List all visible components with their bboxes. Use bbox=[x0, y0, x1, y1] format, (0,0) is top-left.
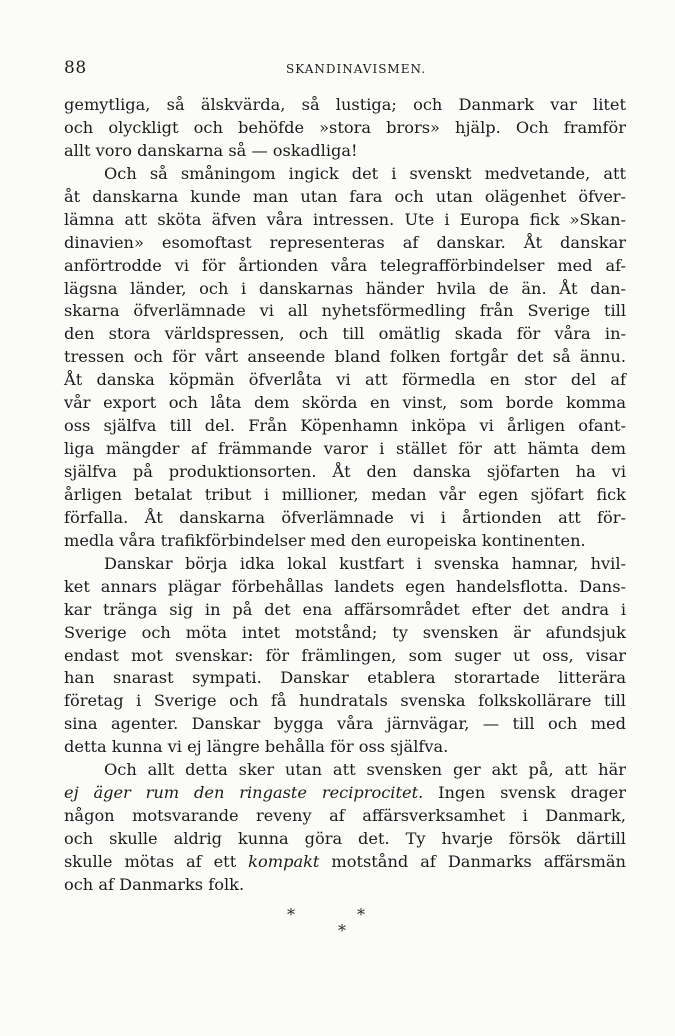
text-segment: gemytliga, så älskvärda, så lustiga; och Danmark var litet bbox=[64, 95, 626, 114]
asterism-right: * bbox=[357, 905, 365, 924]
text-line bbox=[64, 94, 626, 117]
text-line bbox=[64, 323, 626, 346]
text-line bbox=[64, 278, 626, 301]
text-line bbox=[64, 232, 626, 255]
text-line bbox=[64, 782, 626, 805]
text-segment: företag i Sverige och få hundratals svenska folkskollärare till bbox=[64, 691, 626, 711]
text-segment: tressen och för vårt anseende bland folken fortgår det så ännu. bbox=[64, 347, 626, 367]
text-line bbox=[64, 255, 626, 278]
page-header bbox=[64, 58, 626, 80]
text-segment: skarna öfverlämnade vi all nyhetsförmedling från Sverige till bbox=[64, 301, 626, 321]
text-line bbox=[64, 805, 626, 828]
text-line bbox=[64, 415, 626, 438]
text-segment: endast mot svenskar: för främlingen, som suger ut oss, visar bbox=[64, 645, 626, 665]
text-segment: och af Danmarks folk. bbox=[64, 874, 245, 894]
text-line bbox=[64, 553, 626, 576]
text-segment: medla våra trafikförbindelser med den europeiska kontinenten. bbox=[64, 530, 586, 550]
text-segment: detta kunna vi ej längre behålla för oss själfva. bbox=[64, 737, 449, 757]
text-line bbox=[64, 186, 626, 209]
text-segment: han snarast sympati. Danskar etablera storartade litterära bbox=[64, 668, 626, 688]
text-segment: lägsna länder, och i danskarnas händer hvila de än. Åt dan- bbox=[64, 278, 626, 298]
text-segment: och olyckligt och behöfde »stora brors» hjälp. Och framför bbox=[64, 117, 626, 137]
body-text bbox=[64, 94, 626, 897]
text-line bbox=[64, 117, 626, 140]
text-line bbox=[64, 484, 626, 507]
text-line bbox=[64, 667, 626, 690]
text-segment: Ingen svensk drager bbox=[423, 783, 626, 803]
text-line bbox=[64, 713, 626, 736]
text-line bbox=[64, 874, 626, 897]
text-segment: liga mängder af främmande varor i stället för att hämta dem bbox=[64, 439, 626, 459]
running-head: SKANDINAVISMEN. bbox=[286, 62, 427, 76]
text-line bbox=[64, 690, 626, 713]
asterism-left: * bbox=[287, 905, 295, 924]
text-segment: oss själfva till del. Från Köpenhamn inköpa vi årligen ofant- bbox=[64, 416, 626, 436]
text-segment: anförtrodde vi för årtionden våra telegrafförbindelser med af- bbox=[64, 255, 626, 275]
page-number: 88 bbox=[64, 58, 87, 78]
text-line bbox=[64, 300, 626, 323]
text-line bbox=[64, 163, 626, 186]
text-line bbox=[64, 346, 626, 369]
text-line bbox=[64, 461, 626, 484]
text-segment: Sverige och möta intet motstånd; ty svensken är afundsjuk bbox=[64, 622, 626, 642]
text-segment: själfva på produktionsorten. Åt den danska sjöfarten ha vi bbox=[64, 462, 626, 481]
text-segment: ket annars plägar förbehållas landets egen handelsflotta. Dans- bbox=[64, 576, 626, 596]
text-line bbox=[64, 438, 626, 461]
text-line bbox=[64, 622, 626, 645]
text-segment: Och allt detta sker utan att svensken ger akt på, att här bbox=[104, 760, 626, 780]
text-segment: Och så småningom ingick det i svenskt medvetande, att bbox=[104, 163, 626, 183]
text-line bbox=[64, 392, 626, 415]
text-segment: förfalla. Åt danskarna öfverlämnade vi i årtionden att för- bbox=[64, 507, 626, 527]
text-line bbox=[64, 736, 626, 759]
text-segment: allt voro danskarna så — oskadliga! bbox=[64, 140, 358, 160]
text-line bbox=[64, 369, 626, 392]
text-segment: vår export och låta dem skörda en vinst, som borde komma bbox=[64, 393, 626, 413]
text-segment: Danskar börja idka lokal kustfart i svenska hamnar, hvil- bbox=[104, 553, 626, 573]
text-line bbox=[64, 759, 626, 782]
asterism-bottom: * bbox=[338, 921, 346, 940]
text-line bbox=[64, 851, 626, 874]
text-segment: årligen betalat tribut i millioner, medan vår egen sjöfart fick bbox=[64, 484, 626, 504]
text-segment: kar tränga sig in på det ena affärsområdet efter det andra i bbox=[64, 599, 626, 619]
text-segment: sina agenter. Danskar bygga våra järnvägar, — till och med bbox=[64, 714, 626, 734]
italic-text: ej äger rum den ringaste reciprocitet. bbox=[64, 783, 424, 803]
text-line bbox=[64, 140, 626, 163]
text-segment: åt danskarna kunde man utan fara och utan olägenhet öfver- bbox=[64, 186, 626, 206]
text-segment: Åt danska köpmän öfverlåta vi att förmedla en stor del af bbox=[64, 370, 626, 390]
text-segment: skulle mötas af ett bbox=[64, 851, 249, 871]
text-line bbox=[64, 576, 626, 599]
text-segment: den stora världspressen, och till omätlig skada för våra in- bbox=[64, 324, 626, 344]
text-segment: dinavien» esomoftast representeras af danskar. Åt danskar bbox=[64, 232, 626, 252]
text-segment: motstånd af Danmarks affärsmän bbox=[319, 851, 626, 871]
text-line bbox=[64, 599, 626, 622]
text-segment: och skulle aldrig kunna göra det. Ty hvarje försök därtill bbox=[64, 829, 626, 848]
text-line bbox=[64, 645, 626, 668]
italic-text: kompakt bbox=[248, 851, 320, 871]
text-line bbox=[64, 507, 626, 530]
text-line bbox=[64, 209, 626, 232]
text-segment: någon motsvarande reveny af affärsverksamhet i Danmark, bbox=[64, 806, 626, 826]
text-line bbox=[64, 530, 626, 553]
text-line bbox=[64, 828, 626, 851]
text-segment: lämna att sköta äfven våra intressen. Ute i Europa fick »Skan- bbox=[64, 209, 626, 229]
